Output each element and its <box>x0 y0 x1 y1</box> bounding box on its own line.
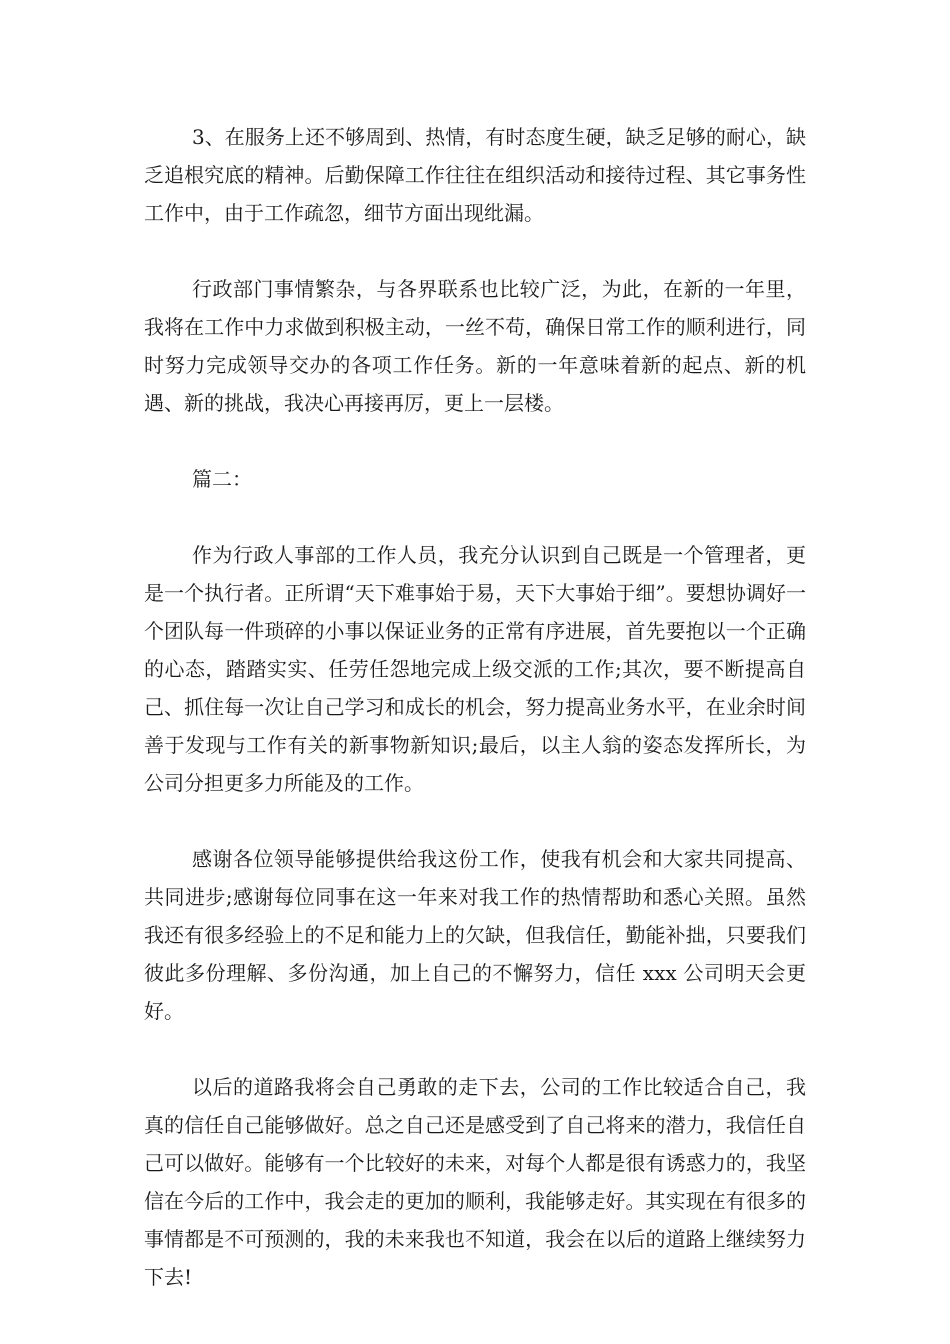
paragraph-role-awareness: 作为行政人事部的工作人员，我充分认识到自己既是一个管理者，更是一个执行者。正所谓“天下难事始于易，天下大事始于细”。要想协调好一个团队每一件琐碎的小事以保证业务的正常有序进展，首先要抱以一个正确的心态，踏踏实实、任劳任怨地完成上级交派的工作;其次，要不断提高自己、抓住每一次让自己学习和成长的机会，努力提高业务水平，在业余时间善于发现与工作有关的新事物新知识;最后，以主人翁的姿态发挥所长，为公司分担更多力所能及的工作。 <box>144 543 806 795</box>
paragraph-new-year-plan: 行政部门事情繁杂，与各界联系也比较广泛，为此，在新的一年里，我将在工作中力求做到积极主动，一丝不苟，确保日常工作的顺利进行，同时努力完成领导交办的各项工作任务。新的一年意味着新的起点、新的机遇、新的挑战，我决心再接再厉，更上一层楼。 <box>144 277 806 415</box>
paragraph-service-shortcomings: 3、在服务上还不够周到、热情，有时态度生硬，缺乏足够的耐心，缺乏追根究底的精神。后勤保障工作往往在组织活动和接待过程、其它事务性工作中，由于工作疏忽，细节方面出现纰漏。 <box>144 125 806 225</box>
document-body <box>144 118 806 1334</box>
paragraph-future: 以后的道路我将会自己勇敢的走下去，公司的工作比较适合自己，我真的信任自己能够做好。总之自己还是感受到了自己将来的潜力，我信任自己可以做好。能够有一个比较好的未来，对每个人都是很有诱惑力的，我坚信在今后的工作中，我会走的更加的顺利，我能够走好。其实现在有很多的事情都是不可预测的，我的未来我也不知道，我会在以后的道路上继续努力下去! <box>144 1075 806 1289</box>
section-heading: 篇二： <box>192 467 252 491</box>
paragraph-thanks: 感谢各位领导能够提供给我这份工作，使我有机会和大家共同提高、共同进步;感谢每位同事在这一年来对我工作的热情帮助和悉心关照。虽然我还有很多经验上的不足和能力上的欠缺，但我信任，勤能补拙，只要我们彼此多份理解、多份沟通，加上自己的不懈努力，信任 xxx 公司明天会更好。 <box>144 847 806 1023</box>
